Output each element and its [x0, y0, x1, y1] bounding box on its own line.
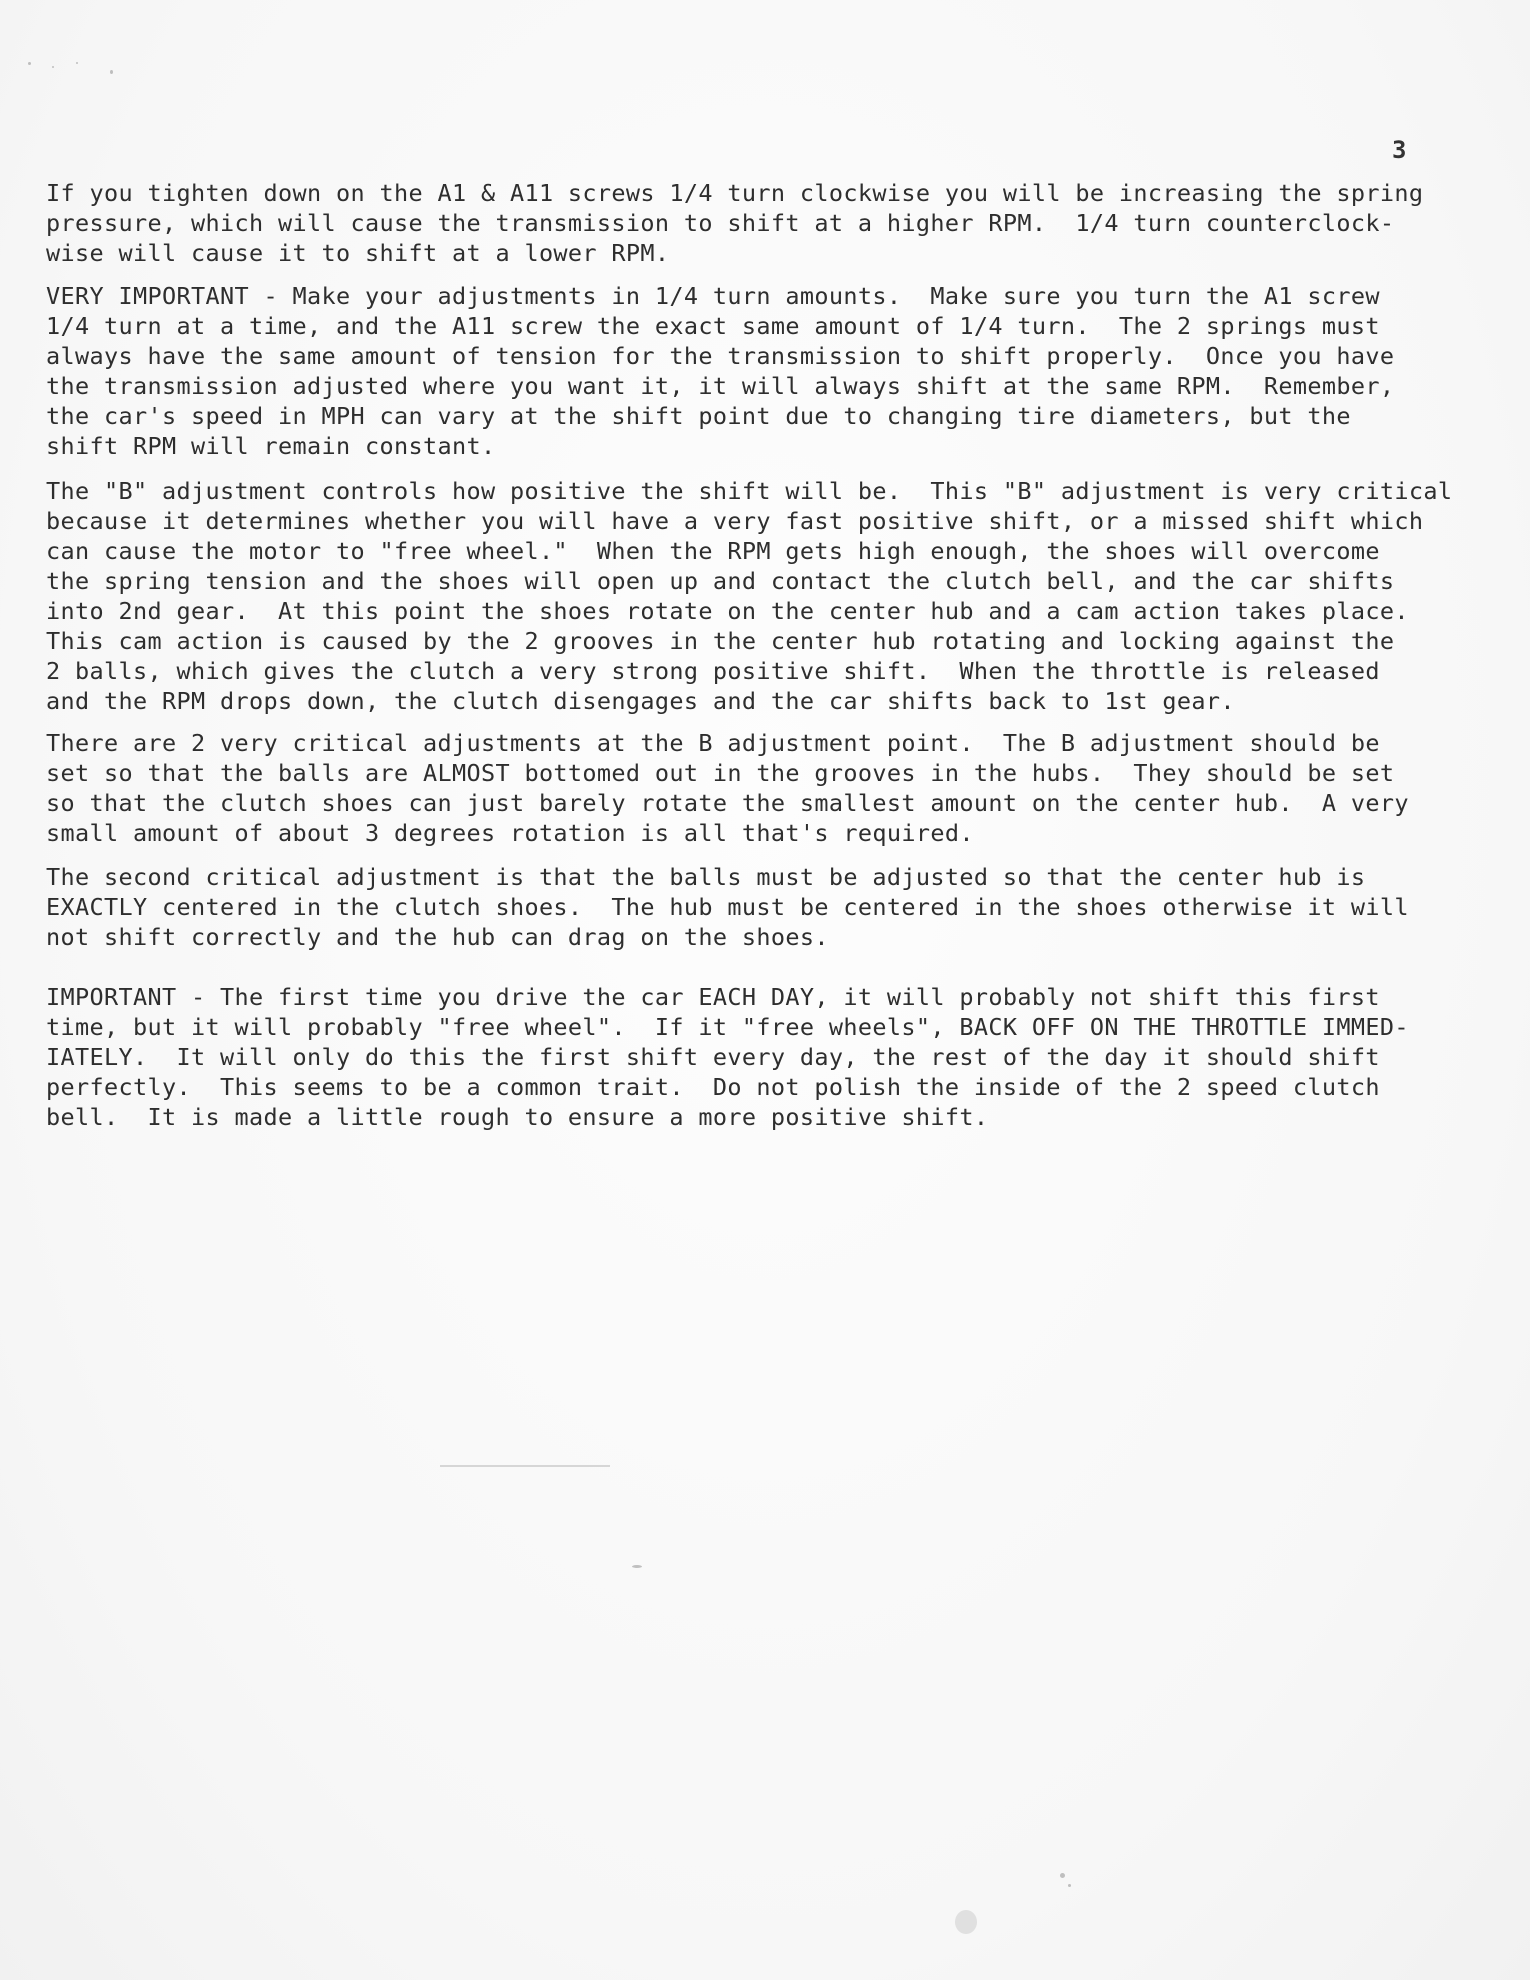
scan-speck: [52, 66, 54, 68]
scan-speck: [1060, 1873, 1065, 1878]
text-line: small amount of about 3 degrees rotation is all that's required.: [46, 819, 974, 847]
text-line: There are 2 very critical adjustments at the B adjustment point. The B adjustment should be: [46, 729, 1380, 757]
paragraph-very-important: [46, 281, 1486, 461]
text-line: not shift correctly and the hub can drag on the shoes.: [46, 923, 829, 951]
scan-speck: [632, 1565, 642, 1568]
paragraph-b-adjustment: [46, 476, 1486, 716]
text-line: the transmission adjusted where you want it, it will always shift at the same RPM. Remember,: [46, 372, 1395, 400]
text-line: the spring tension and the shoes will open up and contact the clutch bell, and the car shifts: [46, 567, 1395, 595]
text-line: perfectly. This seems to be a common trait. Do not polish the inside of the 2 speed clutch: [46, 1073, 1380, 1101]
text-line: set so that the balls are ALMOST bottomed out in the grooves in the hubs. They should be set: [46, 759, 1395, 787]
text-line: This cam action is caused by the 2 grooves in the center hub rotating and locking against the: [46, 627, 1395, 655]
page-number: 3: [1392, 136, 1407, 164]
text-line: into 2nd gear. At this point the shoes rotate on the center hub and a cam action takes place.: [46, 597, 1409, 625]
text-line: always have the same amount of tension for the transmission to shift properly. Once you have: [46, 342, 1395, 370]
text-line: IATELY. It will only do this the first shift every day, the rest of the day it should shift: [46, 1043, 1380, 1071]
text-line: because it determines whether you will have a very fast positive shift, or a missed shift which: [46, 507, 1424, 535]
paragraph-important-first-time: [46, 982, 1486, 1132]
text-line: If you tighten down on the A1 & A11 screws 1/4 turn clockwise you will be increasing the spring: [46, 179, 1424, 207]
text-line: time, but it will probably "free wheel". If it "free wheels", BACK OFF ON THE THROTTLE IMMED-: [46, 1013, 1409, 1041]
text-line: pressure, which will cause the transmission to shift at a higher RPM. 1/4 turn counterclock-: [46, 209, 1395, 237]
text-line: 2 balls, which gives the clutch a very strong positive shift. When the throttle is released: [46, 657, 1380, 685]
scan-speck: [110, 70, 113, 74]
text-line: IMPORTANT - The first time you drive the car EACH DAY, it will probably not shift this first: [46, 983, 1380, 1011]
document-body: [46, 178, 1486, 1132]
scan-speck: [1068, 1884, 1071, 1887]
text-line: The "B" adjustment controls how positive the shift will be. This "B" adjustment is very critical: [46, 477, 1453, 505]
text-line: EXACTLY centered in the clutch shoes. The hub must be centered in the shoes otherwise it will: [46, 893, 1409, 921]
text-line: shift RPM will remain constant.: [46, 432, 496, 460]
text-line: can cause the motor to "free wheel." When the RPM gets high enough, the shoes will overcome: [46, 537, 1380, 565]
text-line: the car's speed in MPH can vary at the shift point due to changing tire diameters, but the: [46, 402, 1351, 430]
scan-speck: [76, 62, 78, 64]
text-line: bell. It is made a little rough to ensure a more positive shift.: [46, 1103, 989, 1131]
text-line: VERY IMPORTANT - Make your adjustments in 1/4 turn amounts. Make sure you turn the A1 screw: [46, 282, 1380, 310]
scan-streak: [440, 1465, 610, 1467]
scan-speck: [28, 62, 31, 65]
scan-speck: [955, 1910, 977, 1934]
text-line: so that the clutch shoes can just barely rotate the smallest amount on the center hub. A very: [46, 789, 1409, 817]
paragraph-second-adjustment: [46, 862, 1486, 952]
paragraph-spring-pressure: [46, 178, 1486, 268]
text-line: 1/4 turn at a time, and the A11 screw the exact same amount of 1/4 turn. The 2 springs must: [46, 312, 1380, 340]
paragraph-critical-adjustments: [46, 728, 1486, 848]
text-line: The second critical adjustment is that the balls must be adjusted so that the center hub is: [46, 863, 1366, 891]
text-line: wise will cause it to shift at a lower RPM.: [46, 239, 670, 267]
text-line: and the RPM drops down, the clutch disengages and the car shifts back to 1st gear.: [46, 687, 1235, 715]
